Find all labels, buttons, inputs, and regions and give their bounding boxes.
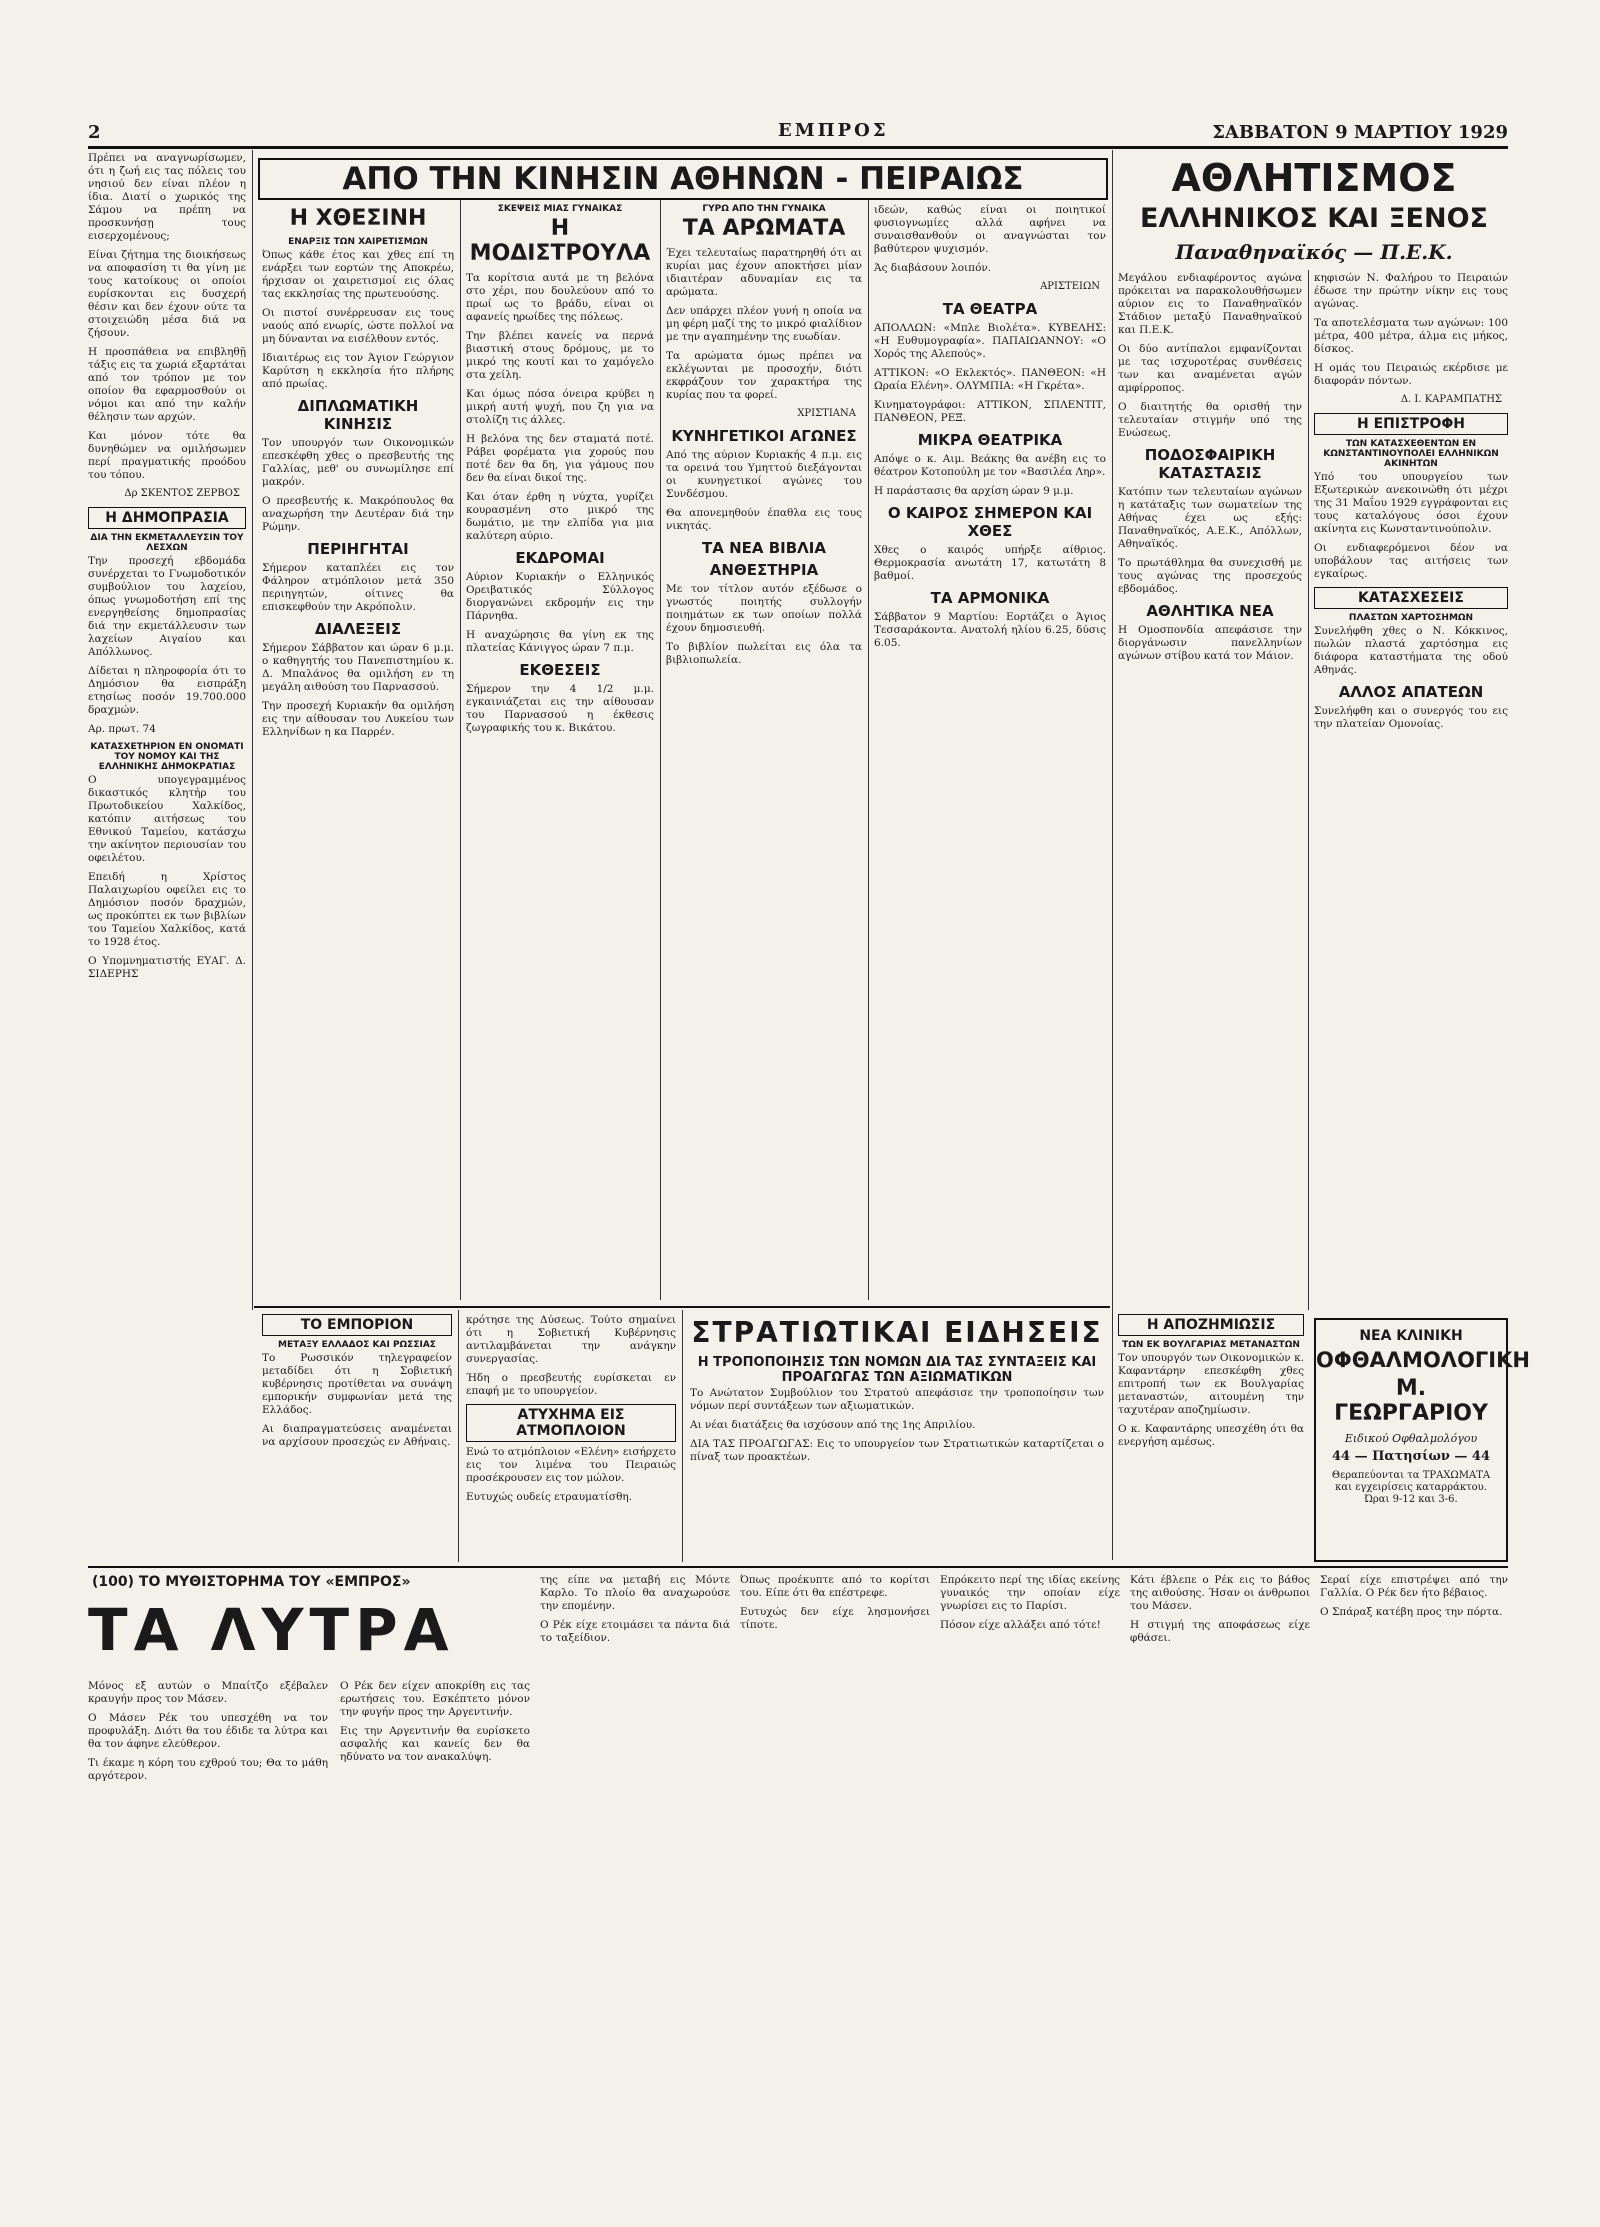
paragraph: Οι ενδιαφερόμενοι δέον να υποβάλουν τας αιτήσεις των εγκαίρως. [1314,542,1508,580]
serial-column-3 [540,1574,730,2220]
paragraph: Είναι ζήτημα της διοικήσεως να αποφασίση τι θα γίνη με τους κατοίκους οι οποίοι ευρίσκονται εις δυσχερή θέσιν και δεν έχουν ούτε τα στοιχειώδη μέσα διά να ζήσουν. [88,249,246,339]
article-title: ΣΤΡΑΤΙΩΤΙΚΑΙ ΕΙΔΗΣΕΙΣ [691,1316,1103,1349]
serial-column-4 [740,1574,930,2220]
paragraph: Την βλέπει κανείς να περνά βιαστική στους δρόμους, με το μικρό της κουτί και το χαμόγελο στα χείλη. [466,330,654,381]
paragraph: Η αναχώρησις θα γίνη εκ της πλατείας Κάνιγγος ώραν 7 π.μ. [466,629,654,654]
paragraph: Τον υπουργόν των Οικονομικών κ. Καφαντάρην επεσκέφθη χθες επιτροπή των εκ Βουλγαρίας μεταναστών, αιτουμένη την ταχυτέραν αποζημίωσιν. [1118,1352,1304,1416]
paragraph: Με τον τίτλον αυτόν εξέδωσε ο γνωστός ποιητής συλλογήν ποιημάτων εκ των οποίων πολλά έχουν δημοσιευθή. [666,583,862,634]
masthead: ΕΜΠΡΟΣ [778,120,889,141]
column-5 [874,204,1106,1300]
serial-column-7 [1320,1574,1508,2220]
paragraph: Απόψε ο κ. Αιμ. Βεάκης θα ανέβη εις το θέατρον Κοτοπούλη με τον «Βασιλέα Ληρ». [874,453,1106,478]
paragraph: Τα κορίτσια αυτά με τη βελόνα στο χέρι, που δουλεύουν από το πρωί ως το βράδυ, είναι οι αφανείς ηρωίδες της πόλεως. [466,272,654,323]
section-rule [88,1566,1508,1568]
serial-title: ΤΑ ΛΥΤΡΑ [88,1596,455,1664]
notice-title: ΚΑΤΑΣΧΕΤΗΡΙΟΝ ΕΝ ΟΝΟΜΑΤΙ ΤΟΥ ΝΟΜΟΥ ΚΑΙ ΤΗΣ ΕΛΛΗΝΙΚΗΣ ΔΗΜΟΚΡΑΤΙΑΣ [90,742,244,772]
paragraph: Τα αποτελέσματα των αγώνων: 100 μέτρα, 400 μέτρα, άλμα εις μήκος, δίσκος. [1314,317,1508,355]
paragraph: Δίδεται η πληροφορία ότι το Δημόσιον θα εισπράξη ετησίως ποσόν 19.700.000 δραχμών. [88,665,246,716]
paragraph: Ιδιαιτέρως εις τον Άγιον Γεώργιον Καρύτση η εκκλησία ήτο πλήρης από πρωίας. [262,352,454,390]
paragraph: Κάτι έβλεπε ο Ρέκ εις το βάθος της αιθούσης. Ήσαν οι άνθρωποι του Μάσεν. [1130,1574,1310,1612]
serial-column-5 [940,1574,1120,2220]
ad-line: ΝΕΑ ΚΛΙΝΙΚΗ [1359,1328,1463,1344]
paragraph: Κινηματογράφοι: ΑΤΤΙΚΟΝ, ΣΠΛΕΝΤΙΤ, ΠΑΝΘΕΟΝ, ΡΕΞ. [874,399,1106,424]
paragraph: Την προσεχή εβδομάδα συνέρχεται το Γνωμοδοτικόν συμβούλιον του λαχείου, όπως γνωμοδοτήση επί της ενεργηθείσης δημοπρασίας διά την εκμετάλλευσιν των λαχείων Αιγαίου και Απόλλωνος. [88,555,246,658]
mid-left-article [262,1314,452,1562]
paragraph: Σήμερον την 4 1/2 μ.μ. εγκαινιάζεται εις την αίθουσαν του Παρνασσού η έκθεσις ζωγραφικής του κ. Βικάτου. [466,683,654,734]
paragraph: Η προσπάθεια να επιβληθῇ τάξις εις τα χωριά εξαρτάται από τον τρόπον με τον οποίον θα εφαρμοσθούν οι νόμοι και από την καλήν θέλησιν των αρχών. [88,346,246,423]
paragraph: Ήδη ο πρεσβευτής ευρίσκεται εν επαφή με το υπουργείον. [466,1372,676,1397]
column-6-sports [1118,272,1302,1308]
main-banner: ΑΠΟ ΤΗΝ ΚΙΝΗΣΙΝ ΑΘΗΝΩΝ - ΠΕΙΡΑΙΩΣ [258,158,1108,200]
serial-column-6 [1130,1574,1310,2220]
section-kicker: ΤΩΝ ΕΚ ΒΟΥΛΓΑΡΙΑΣ ΜΕΤΑΝΑΣΤΩΝ [1122,1340,1300,1350]
sports-match: Παναθηναϊκός — Π.Ε.Κ. [1175,240,1453,264]
paragraph: Οι δύο αντίπαλοι εμφανίζονται με τας ισχυροτέρας συνθέσεις των και αναμένεται αγών αμφίρροπος. [1118,343,1302,394]
paragraph: Η βελόνα της δεν σταματά ποτέ. Ράβει φορέματα για χορούς που ποτέ δεν θα δη, για γάμους που δεν θα είναι δικοί της. [466,433,654,484]
paragraph: Ο Μάσεν Ρέκ του υπεσχέθη να τον προφυλάξη. Διότι θα του έδιδε τα λύτρα και θα τον άφηνε ελεύθερον. [88,1712,328,1750]
paragraph: Πόσον είχε αλλάξει από τότε! [940,1619,1101,1631]
paragraph: Σήμερον καταπλέει εις τον Φάληρον ατμόπλοιον μετά 350 περιηγητών, οίτινες θα επισκεφθούν την Ακρόπολιν. [262,562,454,613]
paragraph: Σεραί είχε επιστρέψει από την Γαλλία. Ο Ρέκ δεν ήτο βέβαιος. [1320,1574,1508,1599]
paragraph: Θα απονεμηθούν έπαθλα εις τους νικητάς. [666,507,862,532]
byline: ΑΡΙΣΤΕΙΩΝ [1040,281,1100,292]
clinic-advertisement [1314,1318,1530,1562]
paragraph: της είπε να μεταβή εις Μόντε Καρλο. Το πλοίο θα αναχωρούσε την επομένην. [540,1574,730,1612]
column-3 [466,204,654,1300]
paragraph: Αρ. πρωτ. 74 [88,723,156,735]
byline: ΧΡΙΣΤΙΑΝΑ [797,408,856,419]
serial-column-1 [88,1680,328,2220]
section-title: Ο ΚΑΙΡΟΣ ΣΗΜΕΡΟΝ ΚΑΙ ΧΘΕΣ [887,504,1093,540]
paragraph: Το πρωτάθλημα θα συνεχισθή με τους αγώνας της προσεχούς εβδομάδος. [1118,557,1302,595]
section-title: ΕΚΔΡΟΜΑΙ [515,549,605,567]
paragraph: Ευτυχώς δεν είχε λησμονήσει τίποτε. [740,1606,930,1631]
paragraph: Άς διαβάσουν λοιπόν. [874,262,992,274]
paragraph: Αι νέαι διατάξεις θα ισχύσουν από της 1ης Απριλίου. [690,1419,976,1431]
paragraph: ιδεών, καθώς είναι οι ποιητικοί φυσιογνωμίες αλλά αφήνει να συναισθανθούν οι αναγνώσται τον βαθύτερον ψυχισμόν. [874,204,1106,255]
article-kicker: Η ΤΡΟΠΟΠΟΙΗΣΙΣ ΤΩΝ ΝΟΜΩΝ ΔΙΑ ΤΑΣ ΣΥΝΤΑΞΕΙΣ ΚΑΙ ΠΡΟΑΓΩΓΑΣ ΤΩΝ ΑΞΙΩΜΑΤΙΚΩΝ [697,1355,1097,1385]
paragraph: Ενώ το ατμόπλοιον «Ελένη» εισήρχετο εις τον λιμένα του Πειραιώς προσέκρουσεν εις τον μώλον. [466,1446,676,1484]
section-title: ΤΟ ΕΜΠΟΡΙΟΝ [262,1314,452,1336]
paragraph: Η Ομοσπονδία απεφάσισε την διοργάνωσιν πανελληνίων αγώνων στίβου κατά τον Μάιον. [1118,624,1302,662]
column-rule [1308,270,1309,1310]
paragraph: Η παράστασις θα αρχίση ώραν 9 μ.μ. [874,485,1074,497]
paragraph: Και όταν έρθη η νύχτα, γυρίζει κουρασμένη στο μικρό της δωμάτιο, με την ελπίδα για μια καλύτερη αύριο. [466,491,654,542]
column-rule [252,150,253,1310]
section-title: ΚΥΝΗΓΕΤΙΚΟΙ ΑΓΩΝΕΣ [671,427,857,445]
article-subtitle: ΕΝΑΡΞΙΣ ΤΩΝ ΧΑΙΡΕΤΙΣΜΩΝ [288,237,428,247]
section-title: Η ΕΠΙΣΤΡΟΦΗ [1314,413,1508,435]
paragraph: Χθες ο καιρός υπήρξε αίθριος. Θερμοκρασία ανωτάτη 17, κατωτάτη 8 βαθμοί. [874,544,1106,582]
paragraph: Από της αύριον Κυριακής 4 π.μ. εις τα ορεινά του Υμηττού διεξάγονται οι κυνηγετικοί αγώνες του Συνδέσμου. [666,449,862,500]
paragraph: Έχει τελευταίως παρατηρηθή ότι αι κυρίαι μας έχουν αποκτήσει μίαν ιδιαιτέραν αδυναμίαν εις τα αρώματα. [666,247,862,298]
article-kicker: ΣΚΕΨΕΙΣ ΜΙΑΣ ΓΥΝΑΙΚΑΣ [497,204,623,214]
ad-line: 44 — Πατησίων — 44 [1331,1449,1491,1464]
column-2 [262,204,454,1300]
section-title: ΠΕΡΙΗΓΗΤΑΙ [307,540,409,558]
paragraph: Και όμως πόσα όνειρα κρύβει η μικρή αυτή ψυχή, που ζη για να στολίζη τις άλλες. [466,388,654,426]
paragraph: Ο πρεσβευτής κ. Μακρόπουλος θα αναχωρήση την Δευτέραν διά την Ρώμην. [262,495,454,533]
paragraph: Όπως προέκυπτε από το κορίτσι του. Είπε ότι θα επέστρεφε. [740,1574,930,1599]
article-title: Η ΜΟΔΙΣΤΡΟΥΛΑ [469,216,651,266]
section-title: ΔΙΠΛΩΜΑΤΙΚΗ ΚΙΝΗΣΙΣ [297,397,419,433]
column-rule [458,1310,459,1562]
paragraph: Ευτυχώς ουδείς ετραυματίσθη. [466,1491,633,1503]
section-kicker: ΤΩΝ ΚΑΤΑΣΧΕΘΕΝΤΩΝ ΕΝ ΚΩΝΣΤΑΝΤΙΝΟΥΠΟΛΕΙ ΕΛΛΗΝΙΚΩΝ ΑΚΙΝΗΤΩΝ [1323,439,1499,469]
section-kicker: ΠΛΑΣΤΩΝ ΧΑΡΤΟΣΗΜΩΝ [1348,613,1474,623]
column-rule [682,1310,683,1562]
column-rule [460,200,461,1300]
paragraph: Συνελήφθη και ο συνεργός του εις την πλατείαν Ομονοίας. [1314,705,1508,730]
ad-line: Ειδικού Οφθαλμολόγου [1344,1432,1478,1445]
byline: Δ. Ι. ΚΑΡΑΜΠΑΤΗΣ [1400,394,1502,405]
paragraph: Η ομάς του Πειραιώς εκέρδισε με διαφοράν πόντων. [1314,362,1508,387]
paragraph: Και μόνον τότε θα δυνηθώμεν να ομιλήσωμεν περί πραγματικής προόδου του τόπου. [88,430,246,481]
article-title: ΤΑ ΑΡΩΜΑΤΑ [682,216,846,241]
paragraph: Ο υπογεγραμμένος δικαστικός κλητήρ του Πρωτοδικείου Χαλκίδος, κατόπιν αιτήσεως του Εθνικού Ταμείου, κατάσχω την ακίνητον περιουσίαν του οφειλέτου. [88,774,246,864]
sports-subbanner: ΕΛΛΗΝΙΚΟΣ ΚΑΙ ΞΕΝΟΣ [1140,203,1488,234]
paragraph: Το Ρωσσικόν τηλεγραφείον μεταδίδει ότι η Σοβιετική κυβέρνησις προτίθεται να συνάψη εμπορικήν συμφωνίαν μετά της Ελλάδος. [262,1352,452,1416]
paragraph: Συνελήφθη χθες ο Ν. Κόκκινος, πωλών πλαστά χαρτόσημα εις διάφορα καταστήματα της οδού Αθηνάς. [1314,625,1508,676]
paragraph: Ο Σπάραξ κατέβη προς την πόρτα. [1320,1606,1503,1618]
section-title: ΤΑ ΝΕΑ ΒΙΒΛΙΑ [702,539,826,557]
left-column [88,152,246,1562]
paragraph: Πρέπει να αναγνωρίσωμεν, ότι η ζωή εις τας πόλεις του νησιού δεν είναι πλέον η ίδια. Διατί ο χωρικός της Σάμου να πρέπη να προσκυνήσῃ τους εισερχομένους; [88,152,246,242]
byline: Δρ ΣΚΕΝΤΟΣ ΖΕΡΒΟΣ [124,488,240,499]
paragraph: ΑΤΤΙΚΟΝ: «Ο Εκλεκτός». ΠΑΝΘΕΟΝ: «Η Ωραία Ελένη». ΟΛΥΜΠΙΑ: «Η Γκρέτα». [874,367,1106,392]
serial-column-2 [340,1680,530,2220]
section-title: ΤΑ ΘΕΑΤΡΑ [942,300,1038,318]
paragraph: Όπως κάθε έτος και χθες επί τη ενάρξει των εορτών της Αποκρέω, ήρχισαν οι χαιρετισμοί εις όλας τας εκκλησίας της πρωτευούσης. [262,249,454,300]
paragraph: ΑΠΟΛΛΩΝ: «Μπλε Βιολέτα». ΚΥΒΕΛΗΣ: «Η Ευθυμογραφία». ΠΑΠΑΙΩΑΝΝΟΥ: «Ο Χορός της Αλεπούς». [874,322,1106,360]
paragraph: Τα αρώματα όμως πρέπει να εκλέγωνται με προσοχήν, διότι εκφράζουν τον χαρακτήρα της κυρίας που τα φορεί. [666,350,862,401]
paragraph: Επειδή η Χρίστος Παλαιχωρίου οφείλει εις το Δημόσιον ποσόν δραχμών, ως προκύπτει εκ των βιβλίων του Ταμείου Χαλκίδος, κατά το 1928 έτος. [88,871,246,948]
paragraph: ΔΙΑ ΤΑΣ ΠΡΟΑΓΩΓΑΣ: Εις το υπουργείον των Στρατιωτικών καταρτίζεται ο πίναξ των προακτέων. [690,1438,1104,1463]
section-title: ΕΚΘΕΣΕΙΣ [519,661,601,679]
sports-banner: ΑΘΛΗΤΙΣΜΟΣ [1171,156,1457,200]
article-title: Η ΧΘΕΣΙΝΗ [289,206,427,231]
page-number: 2 [88,122,101,143]
section-title: ΑΛΛΟΣ ΑΠΑΤΕΩΝ [1338,683,1484,701]
section-title: ΚΑΤΑΣΧΕΣΕΙΣ [1314,587,1508,609]
page-header [88,120,1508,149]
article-kicker: ΓΥΡΩ ΑΠΟ ΤΗΝ ΓΥΝΑΙΚΑ [702,204,826,214]
paragraph: Αύριον Κυριακήν ο Ελληνικός Ορειβατικός Σύλλογος διοργανώνει εκδρομήν εις την Πάρνηθα. [466,571,654,622]
section-title: ΑΘΛΗΤΙΚΑ ΝΕΑ [1146,602,1274,620]
ad-line: Μ. ΓΕΩΡΓΑΡΙΟΥ [1334,1376,1488,1426]
paragraph: κηφισών Ν. Φαλήρου το Πειραιών έδωσε την πρώτην νίκην εις τους αγώνας. [1314,272,1508,310]
column-rule [1112,150,1113,1560]
section-title: Η ΑΠΟΖΗΜΙΩΣΙΣ [1118,1314,1304,1336]
military-news [690,1314,1104,1562]
paragraph: Το Ανώτατον Συμβούλιον του Στρατού απεφάσισε την τροποποίησιν των νόμων περί συντάξεων των αξιωματικών. [690,1387,1104,1412]
paragraph: κρότησε της Δύσεως. Τούτο σημαίνει ότι η Σοβιετική Κυβέρνησις αντιλαμβάνεται την ανάγκην συνεργασίας. [466,1314,676,1365]
paragraph: Υπό του υπουργείου των Εξωτερικών ανεκοινώθη ότι μέχρι της 31 Μαΐου 1929 εγγράφονται εις τους καταλόγους όσοι έχουν ακίνητα εις Κωνσταντινούπολιν. [1314,471,1508,535]
paragraph: Τι έκαμε η κόρη του εχθρού του; Θα το μάθη αργότερον. [88,1757,328,1782]
paragraph: Ο Ρέκ δεν είχεν αποκρίθη εις τας ερωτήσεις του. Εσκέπτετο μόνον την φυγήν προς την Αργεντινήν. [340,1680,530,1718]
paragraph: Τον υπουργόν των Οικονομικών επεσκέφθη χθες ο πρεσβευτής της Γαλλίας, μεθ' ου συνωμίλησε επί μακρόν. [262,437,454,488]
paragraph: Μόνος εξ αυτών ο Μπαίτζο εξέβαλεν κραυγήν προς τον Μάσεν. [88,1680,328,1705]
column-rule [660,200,661,1300]
mid-middle-article [466,1314,676,1562]
ad-line: ΟΦΘΑΛΜΟΛΟΓΙΚΗ [1316,1348,1530,1372]
paragraph: Σήμερον Σάββατον και ώραν 6 μ.μ. ο καθηγητής του Πανεπιστημίου κ. Δ. Μπαλάνος θα ομιλήση εν τη μεγάλη αιθούση του Παρνασσού. [262,642,454,693]
column-4 [666,204,862,1300]
section-kicker: ΔΙΑ ΤΗΝ ΕΚΜΕΤΑΛΛΕΥΣΙΝ ΤΟΥ ΛΕΣΧΩΝ [90,533,244,553]
paragraph: Οι πιστοί συνέρρευσαν εις τους ναούς από ενωρίς, ώστε πολλοί να μη δύνανται να εισέλθουν εντός. [262,307,454,345]
paragraph: Το βιβλίον πωλείται εις όλα τα βιβλιοπωλεία. [666,641,862,666]
paragraph: Ο Ρέκ είχε ετοιμάσει τα πάντα διά το ταξείδιον. [540,1619,730,1644]
paragraph: Σάββατον 9 Μαρτίου: Εορτάζει ο Άγιος Τεσσαράκοντα. Ανατολή ηλίου 6.25, δύσις 6.05. [874,611,1106,649]
paragraph: Επρόκειτο περί της ιδίας εκείνης γυναικός την οποίαν είχε γνωρίσει εις το Παρίσι. [940,1574,1120,1612]
paragraph: Κατόπιν των τελευταίων αγώνων η κατάταξις των σωματείων της Αθήνας έχει ως εξής: Παναθηναϊκός, Α.Ε.Κ., Απόλλων, Αθηναϊκός. [1118,486,1302,550]
paragraph: Εις την Αργεντινήν θα ευρίσκετο ασφαλής και κανείς δεν θα ηδύνατο να τον ανακαλύψη. [340,1725,530,1763]
section-title: ΤΑ ΑΡΜΟΝΙΚΑ [930,589,1050,607]
section-title: ΠΟΔΟΣΦΑΙΡΙΚΗ ΚΑΤΑΣΤΑΣΙΣ [1144,446,1276,482]
section-title: ΔΙΑΛΕΞΕΙΣ [314,620,402,638]
paragraph: Ο διαιτητής θα ορισθή την τελευταίαν στιγμήν υπό της Ενώσεως. [1118,401,1302,439]
mid-right-article [1118,1314,1304,1562]
paragraph: Ο κ. Καφαντάρης υπεσχέθη ότι θα ενεργήση αμέσως. [1118,1423,1304,1448]
section-kicker: ΜΕΤΑΞΥ ΕΛΛΑΔΟΣ ΚΑΙ ΡΩΣΣΙΑΣ [278,1340,436,1350]
paragraph: Μεγάλου ενδιαφέροντος αγώνα πρόκειται να παρακολουθήσωμεν αύριον εις το Παναθηναϊκόν Στάδιον μεταξύ Παναθηναϊκού και Π.Ε.Κ. [1118,272,1302,336]
section-rule [254,1306,1110,1308]
section-subtitle: ΑΝΘΕΣΤΗΡΙΑ [709,561,819,579]
paragraph: Δεν υπάρχει πλέον γυνή η οποία να μη φέρη μαζί της το μικρό φιαλίδιον με την αγαπημένην της ευωδίαν. [666,305,862,343]
column-7 [1314,272,1508,1308]
paragraph: Την προσεχή Κυριακήν θα ομιλήση εις την αίθουσαν του Λυκείου των Ελληνίδων η κα Παρρέν. [262,700,454,738]
section-title: ΜΙΚΡΑ ΘΕΑΤΡΙΚΑ [917,431,1063,449]
ad-line: Θεραπεύονται τα ΤΡΑΧΩΜΑΤΑ και εγχειρίσεις καταρράκτου. Ώραι 9-12 και 3-6. [1331,1470,1491,1505]
section-title: Η ΔΗΜΟΠΡΑΣΙΑ [88,507,246,529]
serial-label: (100) ΤΟ ΜΥΘΙΣΤΟΡΗΜΑ ΤΟΥ «ΕΜΠΡΟΣ» [92,1574,411,1590]
paragraph: Η στιγμή της αποφάσεως είχε φθάσει. [1130,1619,1310,1644]
paragraph: Αι διαπραγματεύσεις αναμένεται να αρχίσουν προσεχώς εν Αθήναις. [262,1423,452,1448]
issue-date: ΣΑΒΒΑΤΟΝ 9 ΜΑΡΤΙΟΥ 1929 [1212,122,1508,143]
section-title: ΑΤΥΧΗΜΑ ΕΙΣ ΑΤΜΟΠΛΟΙΟΝ [466,1404,676,1442]
column-rule [868,200,869,1300]
paragraph: Ο Υπομνηματιστής ΕΥΑΓ. Δ. ΣΙΔΕΡΗΣ [88,955,246,980]
